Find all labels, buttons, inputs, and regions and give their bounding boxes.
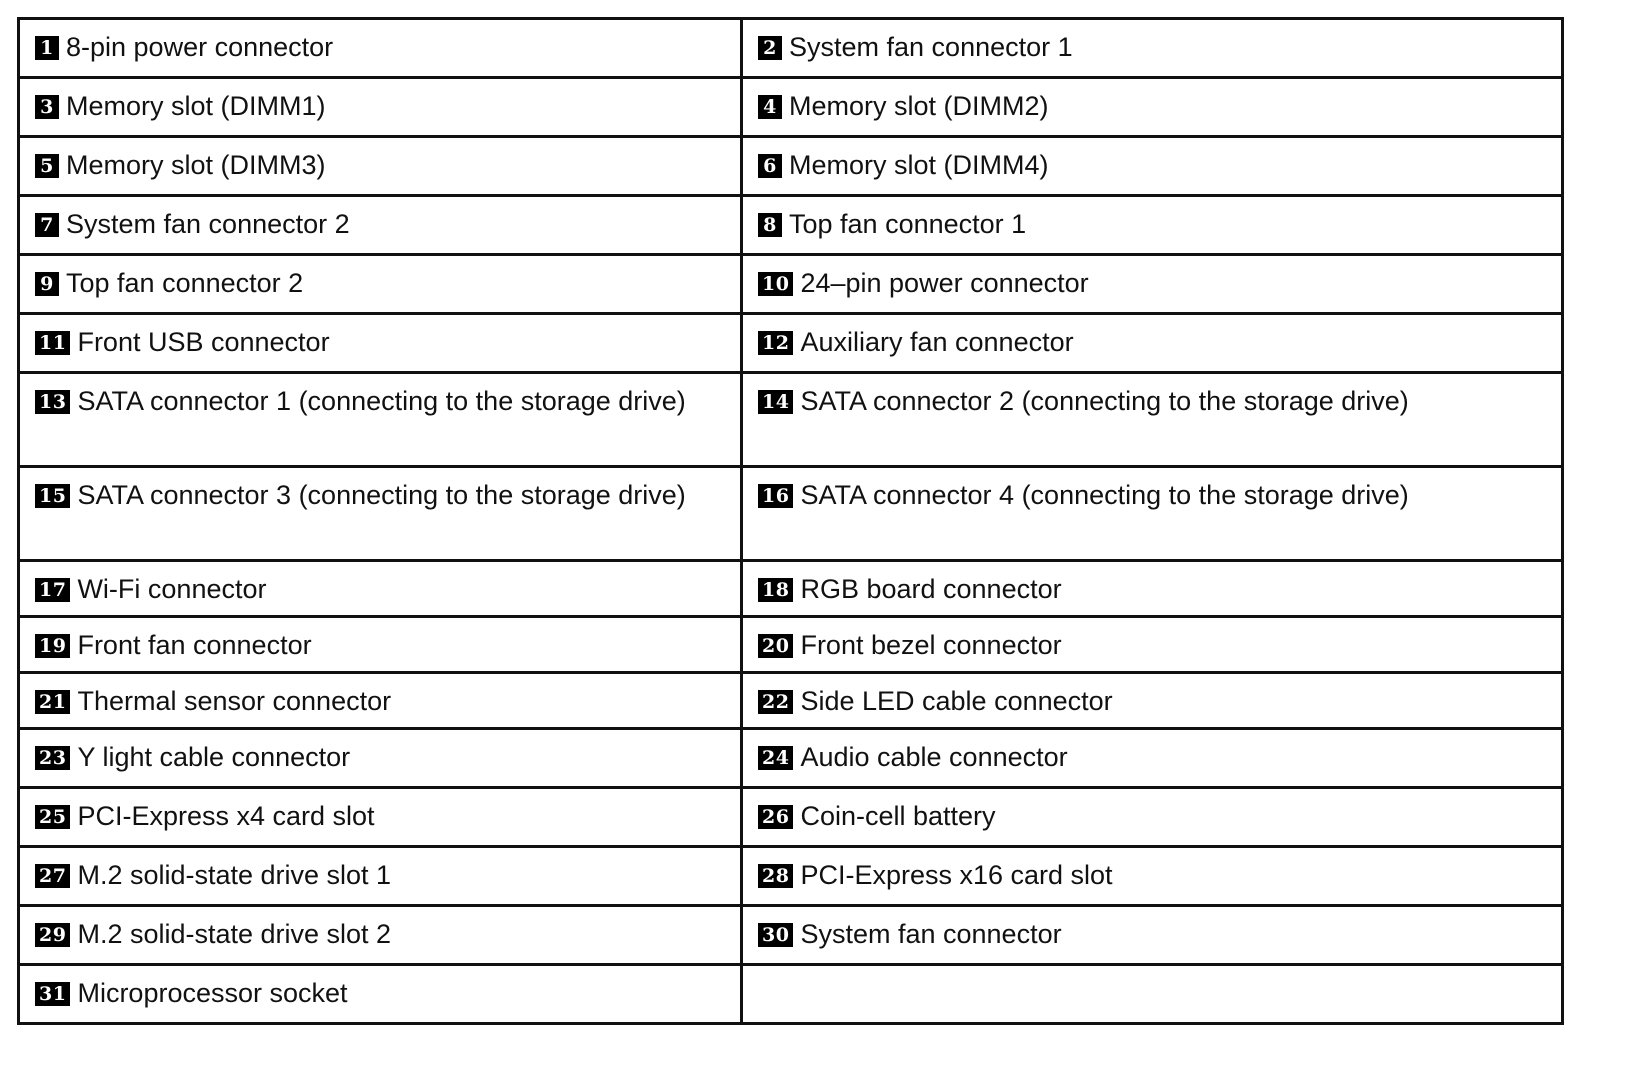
legend-cell (742, 78, 1563, 137)
legend-cell (742, 561, 1563, 617)
legend-cell (742, 788, 1563, 847)
callout-number-badge: 25 (35, 805, 70, 829)
table-row (19, 788, 1563, 847)
legend-item-label: SATA connector 4 (connecting to the storage drive) (800, 480, 1409, 510)
legend-cell (742, 196, 1563, 255)
legend-cell (19, 255, 742, 314)
legend-empty-cell (742, 965, 1563, 1024)
callout-number-badge: 19 (35, 634, 70, 658)
legend-cell (742, 19, 1563, 78)
legend-cell (19, 906, 742, 965)
legend-item-label: SATA connector 3 (connecting to the storage drive) (77, 480, 686, 510)
callout-number-badge: 3 (35, 95, 59, 119)
legend-cell (742, 467, 1563, 561)
callout-number-badge: 2 (758, 36, 782, 60)
legend-cell (742, 729, 1563, 788)
table-row (19, 965, 1563, 1024)
legend-cell (19, 467, 742, 561)
legend-item-label: Y light cable connector (77, 742, 351, 772)
legend-item-label: PCI-Express x4 card slot (77, 801, 375, 831)
legend-item-label: Coin-cell battery (800, 801, 996, 831)
legend-cell (19, 373, 742, 467)
legend-cell (19, 847, 742, 906)
table-row (19, 19, 1563, 78)
legend-cell (19, 196, 742, 255)
legend-cell (742, 137, 1563, 196)
callout-number-badge: 22 (758, 690, 793, 714)
callout-number-badge: 23 (35, 746, 70, 770)
legend-item-label: Memory slot (DIMM3) (66, 150, 326, 180)
legend-cell (19, 788, 742, 847)
callout-number-badge: 18 (758, 578, 793, 602)
callout-number-badge: 6 (758, 154, 782, 178)
legend-item-label: Audio cable connector (800, 742, 1068, 772)
legend-item-label: Front USB connector (77, 327, 330, 357)
callout-number-badge: 31 (35, 982, 70, 1006)
callout-number-badge: 24 (758, 746, 793, 770)
legend-item-label: Auxiliary fan connector (800, 327, 1074, 357)
legend-cell (19, 965, 742, 1024)
callout-number-badge: 30 (758, 923, 793, 947)
legend-cell (19, 673, 742, 729)
table-row (19, 137, 1563, 196)
component-legend-table (17, 17, 1564, 1025)
table-row (19, 314, 1563, 373)
callout-number-badge: 26 (758, 805, 793, 829)
table-row (19, 78, 1563, 137)
callout-number-badge: 27 (35, 864, 70, 888)
callout-number-badge: 1 (35, 36, 59, 60)
table-row (19, 373, 1563, 467)
legend-item-label: PCI-Express x16 card slot (800, 860, 1113, 890)
callout-number-badge: 8 (758, 213, 782, 237)
callout-number-badge: 10 (758, 272, 793, 296)
table-row (19, 673, 1563, 729)
legend-cell (742, 255, 1563, 314)
legend-cell (742, 906, 1563, 965)
legend-item-label: 8-pin power connector (66, 32, 334, 62)
table-row (19, 255, 1563, 314)
table-row (19, 906, 1563, 965)
callout-number-badge: 13 (35, 390, 70, 414)
legend-item-label: Front bezel connector (800, 630, 1062, 660)
callout-number-badge: 12 (758, 331, 793, 355)
callout-number-badge: 29 (35, 923, 70, 947)
legend-item-label: M.2 solid-state drive slot 1 (77, 860, 392, 890)
callout-number-badge: 5 (35, 154, 59, 178)
legend-item-label: Top fan connector 2 (66, 268, 304, 298)
legend-cell (19, 137, 742, 196)
callout-number-badge: 9 (35, 272, 59, 296)
legend-cell (742, 673, 1563, 729)
callout-number-badge: 17 (35, 578, 70, 602)
callout-number-badge: 16 (758, 484, 793, 508)
legend-item-label: SATA connector 2 (connecting to the storage drive) (800, 386, 1409, 416)
legend-cell (742, 373, 1563, 467)
legend-cell (742, 617, 1563, 673)
legend-item-label: Memory slot (DIMM4) (789, 150, 1049, 180)
legend-item-label: Microprocessor socket (77, 978, 348, 1008)
legend-item-label: System fan connector (800, 919, 1062, 949)
callout-number-badge: 4 (758, 95, 782, 119)
legend-item-label: Memory slot (DIMM2) (789, 91, 1049, 121)
callout-number-badge: 7 (35, 213, 59, 237)
legend-item-label: Thermal sensor connector (77, 686, 392, 716)
table-row (19, 617, 1563, 673)
legend-cell (19, 314, 742, 373)
legend-item-label: Front fan connector (77, 630, 312, 660)
callout-number-badge: 20 (758, 634, 793, 658)
callout-number-badge: 21 (35, 690, 70, 714)
legend-cell (742, 847, 1563, 906)
legend-item-label: 24–pin power connector (800, 268, 1089, 298)
callout-number-badge: 15 (35, 484, 70, 508)
callout-number-badge: 11 (35, 331, 70, 355)
table-row (19, 467, 1563, 561)
legend-item-label: M.2 solid-state drive slot 2 (77, 919, 392, 949)
legend-cell (19, 19, 742, 78)
legend-cell (742, 314, 1563, 373)
legend-cell (19, 729, 742, 788)
legend-item-label: Memory slot (DIMM1) (66, 91, 326, 121)
legend-item-label: Side LED cable connector (800, 686, 1113, 716)
callout-number-badge: 14 (758, 390, 793, 414)
table-row (19, 196, 1563, 255)
legend-item-label: System fan connector 2 (66, 209, 350, 239)
legend-item-label: System fan connector 1 (789, 32, 1073, 62)
legend-cell (19, 78, 742, 137)
legend-item-label: RGB board connector (800, 574, 1062, 604)
legend-cell (19, 617, 742, 673)
legend-cell (19, 561, 742, 617)
table-row (19, 729, 1563, 788)
legend-item-label: Wi-Fi connector (77, 574, 267, 604)
table-row (19, 561, 1563, 617)
legend-item-label: Top fan connector 1 (789, 209, 1027, 239)
table-row (19, 847, 1563, 906)
callout-number-badge: 28 (758, 864, 793, 888)
legend-item-label: SATA connector 1 (connecting to the storage drive) (77, 386, 686, 416)
